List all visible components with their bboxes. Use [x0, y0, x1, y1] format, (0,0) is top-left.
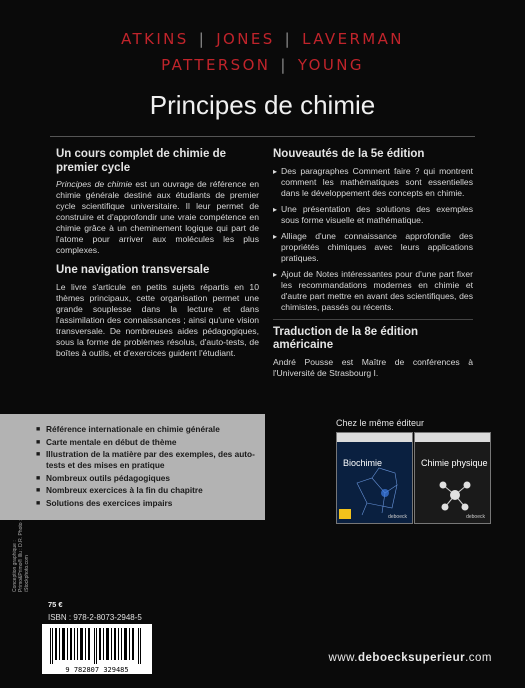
- author-name: ATKINS: [121, 30, 189, 48]
- left-column: [56, 148, 259, 367]
- feature-item: ■ Nombreux exercices à la fin du chapitre: [36, 485, 256, 496]
- feature-item: ■ Nombreux outils pédagogiques: [36, 473, 256, 484]
- feature-item: ■ Référence internationale en chimie générale: [36, 424, 256, 435]
- author-separator: |: [280, 56, 288, 74]
- barcode: [42, 624, 152, 674]
- list-item: ▸ Des paragraphes Comment faire ? qui montrent comment les mathématiques sont essentielles dans le développement des concepts en chimie.: [273, 166, 473, 199]
- book-title: Principes de chimie: [149, 90, 376, 120]
- author-name: LAVERMAN: [302, 30, 404, 48]
- author-name: PATTERSON: [161, 56, 271, 74]
- molecule-graphic-icon: [337, 433, 413, 524]
- section-divider: [273, 319, 473, 320]
- title-divider: [50, 136, 475, 137]
- author-name: JONES: [216, 30, 275, 48]
- barcode-bars-icon: [42, 624, 152, 664]
- list-item: ▸ Une présentation des solutions des exemples sous forme visuelle et mathématique.: [273, 204, 473, 226]
- list-item: ▸ Alliage d'une connaissance approfondie des propriétés chimiques avec leurs applications pratiques.: [273, 231, 473, 264]
- publisher-website-link[interactable]: [329, 652, 492, 664]
- list-item: ▸ Ajout de Notes intéressantes pour d'une part fixer les recommandations modernes en chimie et d'autre part mettre en avant des scientifiques, des chimistes, passés ou récents.: [273, 269, 473, 313]
- section-heading: Un cours complet de chimie de premier cycle: [56, 148, 226, 174]
- right-column: [273, 148, 473, 387]
- author-separator: |: [198, 30, 207, 48]
- section-heading: Une navigation transversale: [56, 264, 210, 276]
- book-cover-title: Biochimie: [343, 458, 383, 468]
- feature-item: ■ Illustration de la matière par des exemples, des auto-tests et des mises en pratique: [36, 449, 256, 471]
- book-title-inline: Principes de chimie: [56, 179, 133, 189]
- author-separator: |: [284, 30, 293, 48]
- translation-heading: Traduction de la 8e édition américaine: [273, 325, 419, 351]
- publisher-logo: deboeck: [466, 514, 485, 520]
- barcode-number: 9 782807 329485: [65, 666, 129, 674]
- feature-item: ■ Carte mentale en début de thème: [36, 437, 256, 448]
- website-name: deboecksuperieur: [358, 652, 466, 664]
- authors-row-1: [0, 30, 525, 48]
- book-cover-biochimie[interactable]: [336, 432, 413, 524]
- website-suffix: .com: [465, 652, 492, 664]
- credits-text: Conception graphique : Primo&Primo® Illu : D.R. Photo : iStockphoto.com: [12, 519, 30, 592]
- website-prefix: www.: [328, 652, 358, 664]
- author-name: YOUNG: [297, 56, 364, 74]
- same-editor-label: Chez le même éditeur: [336, 418, 425, 428]
- translation-text: André Pousse est Maître de conférences à l'Université de Strasbourg I.: [273, 356, 473, 378]
- novelties-heading: Nouveautés de la 5e édition: [273, 148, 425, 160]
- section-paragraph: Le livre s'articule en petits sujets répartis en 10 thèmes principaux, cette organisation permet une grande souplesse dans la lecture et dans l'assimilation des connaissances ; ainsi qu'une vision transversale. De nombreuses aides pédagogiques, sous la forme de problèmes résolus, d'auto-tests, de boîtes à outils, et d'exercices guident l'étudiant.: [56, 281, 259, 358]
- book-cover-title: Chimie physique: [421, 458, 488, 468]
- section-paragraph: [56, 179, 259, 256]
- price: 75 €: [48, 600, 63, 609]
- book-cover-chimie-physique[interactable]: [414, 432, 491, 524]
- isbn: ISBN : 978-2-8073-2948-5: [48, 613, 142, 622]
- paragraph-text: est un ouvrage de référence en chimie générale destiné aux étudiants de premier cycle scientifique universitaire. Il leur permet de construire et d'approfondir une vraie compétence en chimie grâce à un cheminement logique qui part de l'atome pour arriver aux molécules les plus complexes.: [56, 179, 260, 255]
- feature-item: ■ Solutions des exercices impairs: [36, 498, 256, 509]
- publisher-logo: deboeck: [388, 514, 407, 520]
- atom-graphic-icon: [415, 433, 491, 524]
- authors-row-2: [0, 56, 525, 74]
- features-list: [36, 424, 256, 510]
- novelties-list: [273, 166, 473, 313]
